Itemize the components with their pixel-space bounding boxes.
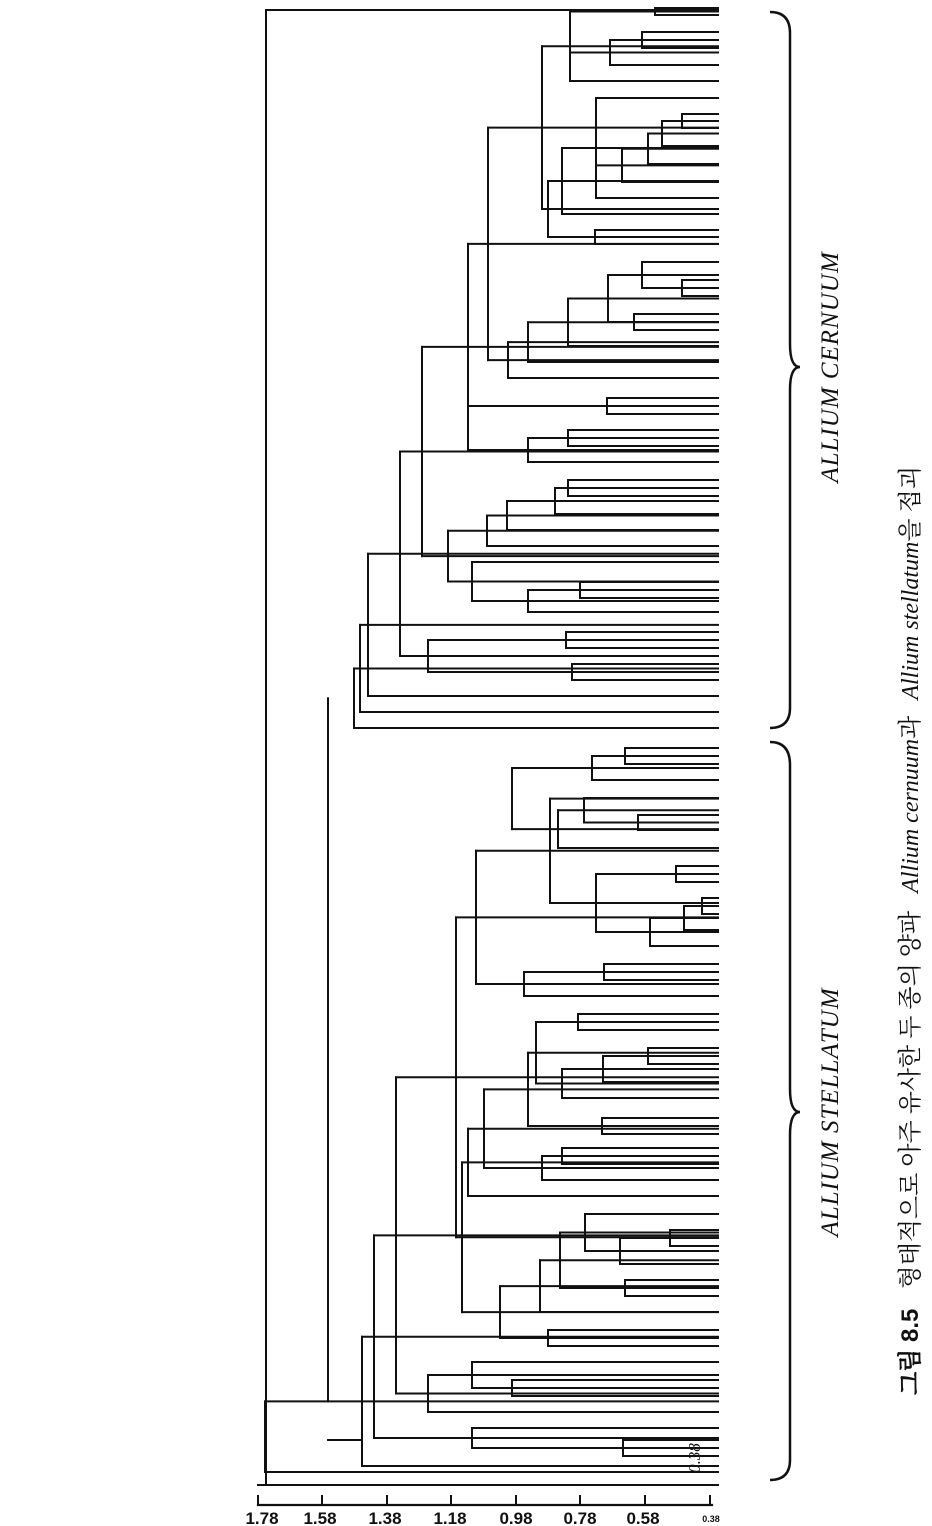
brace-cernuum xyxy=(770,12,800,728)
axis-tick-label: 1.18 xyxy=(433,1509,467,1526)
caption-species-1: Allium cernuum xyxy=(898,738,924,893)
axis-tick-label: 0.38 xyxy=(702,1514,720,1524)
brace-stellatum xyxy=(770,742,800,1480)
group-label-stellatum: ALLIUM STELLATUM xyxy=(817,987,844,1237)
dendrogram-tree xyxy=(258,8,718,1485)
axis-tick-label: 0.58 xyxy=(626,1509,660,1526)
caption-conjunction: 과 xyxy=(898,715,924,739)
caption-text-2: 을 접괴 xyxy=(898,466,924,542)
axis-tick-label: 1.58 xyxy=(303,1509,337,1526)
distance-axis xyxy=(245,1496,719,1526)
figure-caption xyxy=(896,466,924,1395)
caption-text-1: 형태적으로 아주 유사한 두 종의 양파 xyxy=(898,910,924,1289)
root-distance-label: 0.38 xyxy=(685,1443,704,1473)
axis-tick-label: 0.98 xyxy=(499,1509,533,1526)
axis-tick-label: 0.78 xyxy=(563,1509,597,1526)
group-label-cernuum: ALLIUM CERNUUM xyxy=(817,251,844,483)
axis-tick-label: 1.38 xyxy=(368,1509,402,1526)
caption-species-2: Allium stellatum xyxy=(898,541,924,700)
axis-tick-label: 1.78 xyxy=(245,1509,279,1526)
caption-figure-number: 그림 8.5 xyxy=(897,1308,924,1395)
